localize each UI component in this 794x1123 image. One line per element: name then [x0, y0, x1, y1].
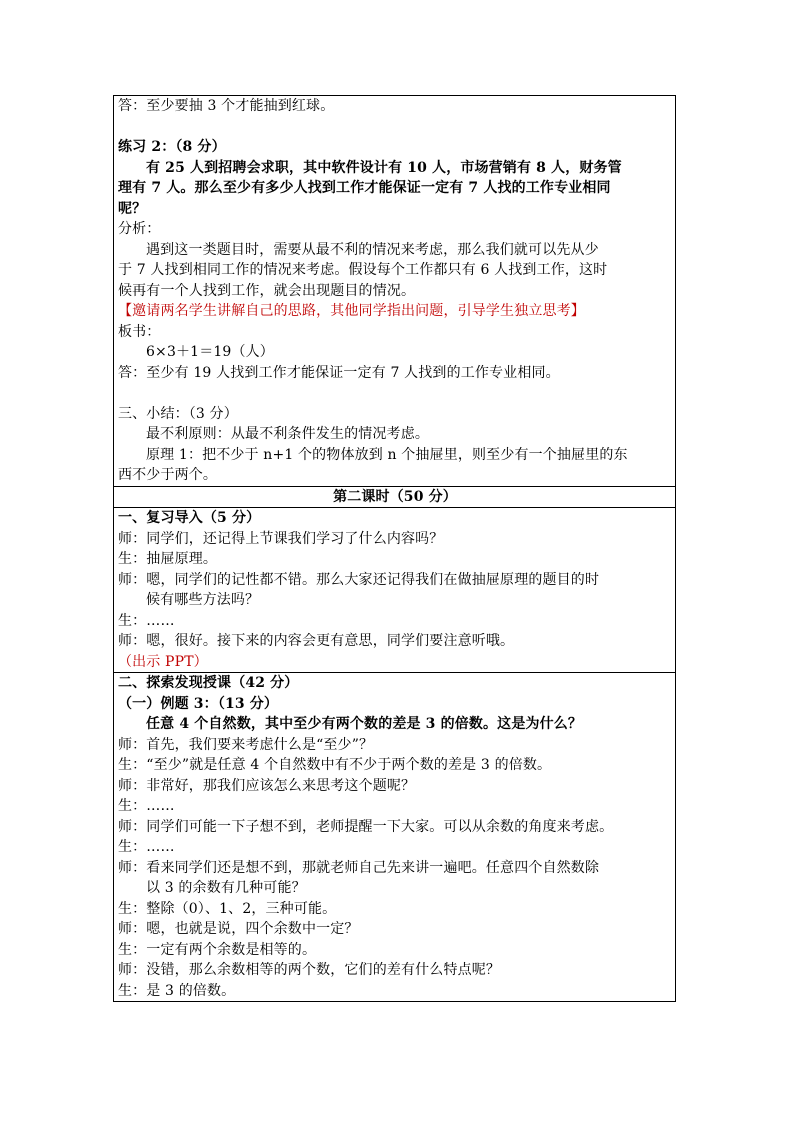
session-title: 第二课时（50 分）: [333, 488, 457, 505]
answer-line: 答：至少有 19 人找到工作才能保证一定有 7 人找到的工作专业相同。: [118, 364, 560, 381]
dialog-line: 师：没错，那么余数相等的两个数，它们的差有什么特点呢？: [118, 962, 501, 978]
example-title: （一）例题 3：（13 分）: [118, 695, 279, 712]
teaching-note: 【邀请两名学生讲解自己的思路，其他同学指出问题，引导学生独立思考】: [118, 303, 585, 319]
summary-line: 最不利原则：从最不利条件发生的情况考虑。: [146, 426, 429, 442]
table-cell-exploration: [113, 673, 676, 1002]
dialog-line: 师：看来同学们还是想不到，那就老师自己先来讲一遍吧。任意四个自然数除: [118, 859, 600, 876]
dialog-line: 候有哪些方法吗？: [146, 592, 260, 608]
ppt-note: （出示 PPT）: [118, 653, 208, 670]
exercise-body-line: 有 25 人到招聘会求职，其中软件设计有 10 人，市场营销有 8 人，财务管: [146, 159, 622, 176]
dialog-line: 师：同学们，还记得上节课我们学习了什么内容吗？: [118, 530, 444, 547]
answer-line: 答：至少要抽 3 个才能抽到红球。: [118, 98, 335, 114]
analysis-line: 于 7 人找到相同工作的情况来考虑。假设每个工作都只有 6 人找到工作，这时: [118, 262, 608, 278]
table-cell-exercise: [113, 95, 676, 487]
board-formula: 6×3＋1＝19（人）: [146, 344, 274, 360]
dialog-line: 师：嗯，同学们的记性都不错。那么大家还记得我们在做抽屉原理的题目的时: [118, 571, 600, 588]
dialog-line: 生：……: [118, 612, 175, 629]
dialog-line: 以 3 的余数有几种可能？: [146, 880, 306, 896]
dialog-line: 生：整除（0）、1、2，三种可能。: [118, 900, 337, 917]
summary-line: 西不少于两个。: [118, 467, 218, 483]
table-cell-review: [113, 508, 676, 673]
table-cell-session-heading: [113, 487, 676, 509]
board-label: 板书：: [118, 323, 161, 340]
dialog-line: 师：嗯，也就是说，四个余数中一定？: [118, 921, 359, 937]
dialog-line: 生：“至少”就是任意 4 个自然数中有不少于两个数的差是 3 的倍数。: [118, 757, 552, 773]
dialog-line: 生：一定有两个余数是相等的。: [118, 941, 317, 958]
summary-line: 原理 1：把不少于 n+1 个的物体放到 n 个抽屉里，则至少有一个抽屉里的东: [146, 446, 628, 463]
dialog-line: 师：首先，我们要来考虑什么是“至少”？: [118, 736, 374, 753]
dialog-line: 生：……: [118, 839, 175, 855]
exploration-title: 二、探索发现授课（42 分）: [118, 675, 299, 691]
summary-title: 三、小结：（3 分）: [118, 405, 238, 422]
exercise-body-line: 理有 7 人。那么至少有多少人找到工作才能保证一定有 7 人找的工作专业相同: [118, 180, 611, 196]
dialog-line: 生：……: [118, 798, 175, 814]
lesson-plan-table: [113, 95, 676, 1002]
analysis-line: 候再有一个人找到工作，就会出现题目的情况。: [118, 282, 416, 299]
analysis-label: 分析：: [118, 221, 161, 237]
dialog-line: 生：是 3 的倍数。: [118, 982, 236, 999]
exercise-title: 练习 2：（8 分）: [118, 139, 226, 155]
dialog-line: 师：同学们可能一下子想不到，老师提醒一下大家。可以从余数的角度来考虑。: [118, 818, 614, 835]
dialog-line: 师：嗯，很好。接下来的内容会更有意思，同学们要注意听哦。: [118, 633, 515, 649]
example-body: 任意 4 个自然数，其中至少有两个数的差是 3 的倍数。这是为什么？: [146, 716, 583, 732]
analysis-line: 遇到这一类题目时，需要从最不利的情况来考虑，那么我们就可以先从少: [146, 241, 599, 258]
dialog-line: 师：非常好，那我们应该怎么来思考这个题呢？: [118, 777, 416, 794]
exercise-body-line: 呢？: [118, 200, 147, 217]
review-title: 一、复习导入（5 分）: [118, 510, 261, 526]
dialog-line: 生：抽屉原理。: [118, 551, 218, 567]
